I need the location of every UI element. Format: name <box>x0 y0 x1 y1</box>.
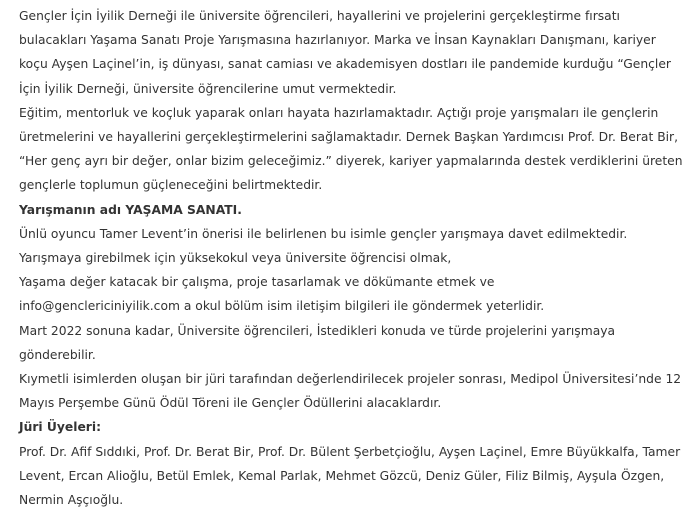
heading-competition-name: Yarışmanın adı YAŞAMA SANATI. <box>19 202 242 217</box>
paragraph-intro: Gençler İçin İyilik Derneği ile üniversite öğrencileri, hayallerini ve projelerini gerçekleştirme fırsatı bulacakları Yaşama Sanatı Proje Yarışmasına hazırlanıyor. Marka ve İnsan Kaynakları Danışmanı, kariyer koçu Ayşen Laçinel’in, iş dünyası, sanat camiası ve akademisyen dostları ile pandemide kurduğu “Gençler İçin İyilik Derneği, üniversite öğrencilerine umut vermektedir. <box>19 9 671 96</box>
paragraph-deadline: Mart 2022 sonuna kadar, Üniversite öğrencileri, İstedikleri konuda ve türde projelerini yarışmaya gönderebilir. <box>19 323 616 362</box>
heading-jury: Jüri Üyeleri: <box>19 420 101 435</box>
paragraph-requirement-2: Yaşama değer katacak bir çalışma, proje tasarlamak ve dökümante etmek ve <box>19 275 495 290</box>
paragraph-jury-members: Prof. Dr. Afif Sıddıki, Prof. Dr. Berat Bir, Prof. Dr. Bülent Şerbetçioğlu, Ayşen Laçinel, Emre Büyükkalfa, Tamer Levent, Ercan Alioğlu, Betül Emlek, Kemal Parlak, Mehmet Gözcü, Deniz Güler, Filiz Bilmiş, Ayşula Özgen, Nermin Aşçıoğlu. <box>19 444 681 508</box>
paragraph-award: Kıymetli isimlerden oluşan bir jüri tarafından değerlendirilecek projeler sonrası, Medipol Üniversitesi’nde 12 Mayıs Perşembe Günü Ödül Töreni ile Gençler Ödüllerini alacaklardır. <box>19 372 682 411</box>
paragraph-name-origin: Ünlü oyuncu Tamer Levent’in önerisi ile belirlenen bu isimle gençler yarışmaya davet edilmektedir. <box>19 226 628 241</box>
paragraph-education: Eğitim, mentorluk ve koçluk yaparak onları hayata hazırlamaktadır. Açtığı proje yarışmaları ile gençlerin üretmelerini ve hayallerini gerçekleştirmelerini sağlamaktadır. Dernek Başkan Yardımcısı Prof. Dr. Berat Bir, “Her genç ayrı bir değer, onlar bizim geleceğimiz.” diyerek, kariyer yapmalarında destek verdiklerini üreten gençlerle toplumun güçleneceğini belirtmektedir. <box>19 105 683 193</box>
article-body <box>19 4 687 512</box>
paragraph-requirement-1: Yarışmaya girebilmek için yüksekokul veya üniversite öğrencisi olmak, <box>19 251 452 266</box>
paragraph-requirement-3: info@genclericiniyilik.com a okul bölüm isim iletişim bilgileri ile göndermek yeterlidir. <box>19 299 545 314</box>
